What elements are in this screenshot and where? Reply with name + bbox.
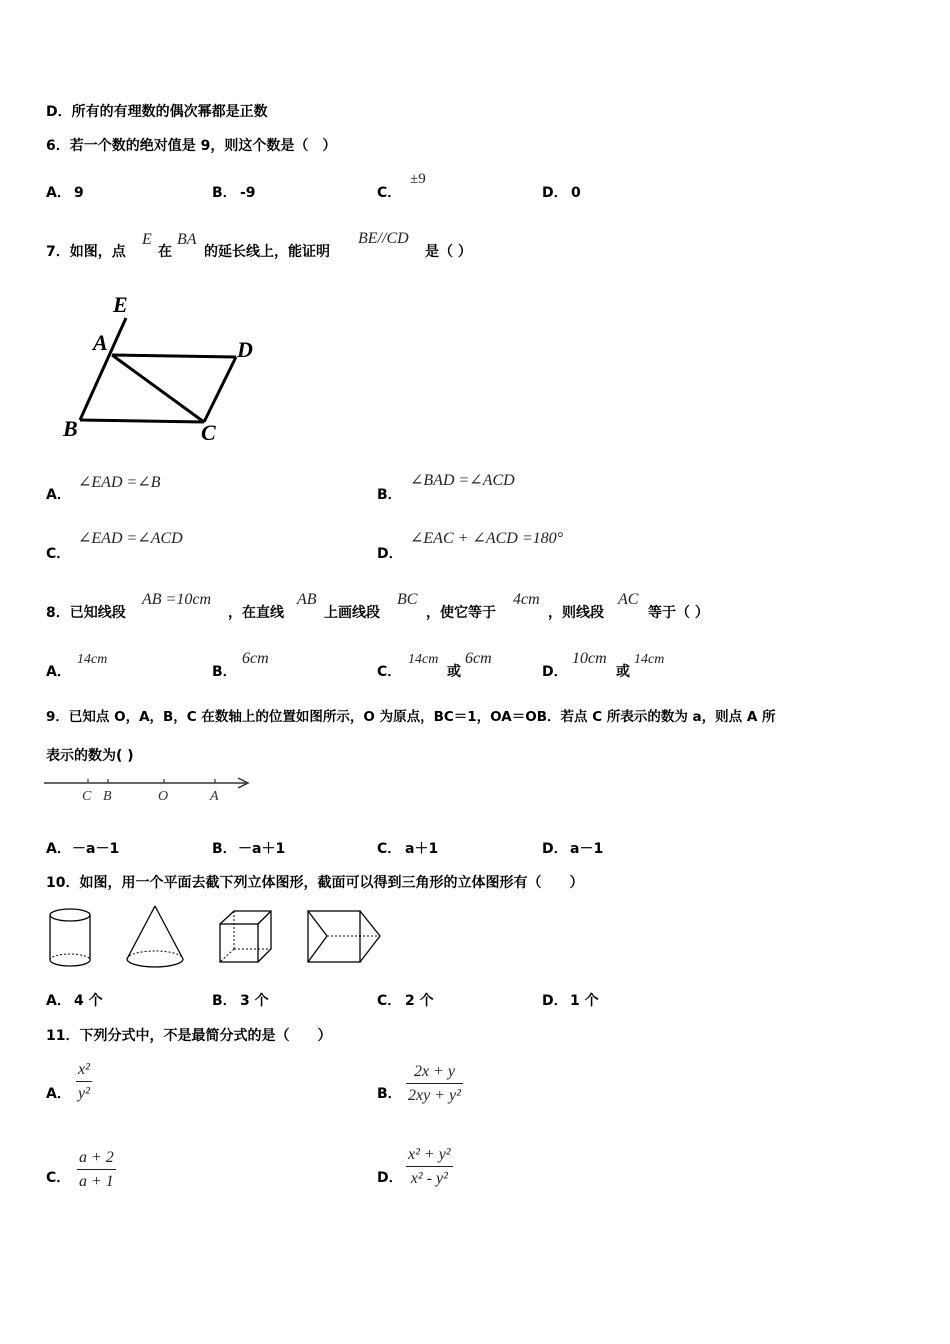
label-c: C [82, 789, 92, 804]
q10-option-a-label: A． [46, 993, 71, 1009]
q8-stem-part3: 上画线段 [324, 605, 380, 621]
cylinder-bottom-back [50, 954, 90, 960]
q10-option-b-label: B． [212, 993, 237, 1009]
q7-stem-part3: 的延长线上，能证明 [204, 244, 330, 260]
q6-option-c-value: ±9 [410, 171, 426, 187]
cone-right-edge [155, 906, 183, 959]
q7-stem-part4: 是（ ） [425, 244, 472, 260]
line-a-c [112, 355, 204, 422]
cube-hidden-diagonal [220, 949, 234, 962]
q11-option-c-numerator: a + 2 [77, 1150, 116, 1170]
q10-option-d-label: D． [542, 993, 568, 1009]
q8-option-d-label: D． [542, 664, 568, 680]
q11-option-d-denominator: x² - y² [410, 1170, 448, 1187]
q7-option-b-expr: ∠BAD =∠ACD [410, 472, 515, 489]
q7-stem-part2: 在 [158, 244, 172, 260]
cone-base-front [127, 959, 183, 967]
cylinder-top [50, 909, 90, 921]
label-e: E [113, 292, 128, 317]
q7-option-a-label: A． [46, 487, 71, 503]
q8-ac: AC [618, 591, 639, 608]
q11-option-a-numerator: x² [76, 1062, 92, 1082]
q6-option-b-value: -9 [240, 185, 256, 201]
q6-option-a-value: 9 [74, 185, 84, 201]
q10-option-c-value: 2 个 [405, 993, 434, 1009]
q8-option-d-or: 或 [616, 664, 630, 680]
q9-option-b-value: －a＋1 [238, 841, 286, 857]
q6-stem: 6．若一个数的绝对值是 9，则这个数是（ ） [46, 138, 337, 154]
q11-option-d-fraction [406, 1147, 453, 1187]
q11-option-b-fraction [406, 1064, 463, 1104]
q10-option-a-value: 4 个 [74, 993, 103, 1009]
q11-option-d-numerator: x² + y² [406, 1147, 453, 1167]
q8-four-cm: 4cm [513, 591, 540, 608]
q11-option-b-numerator: 2x + y [406, 1064, 463, 1084]
prism-hidden-edge-top [308, 911, 327, 936]
label-a: A [210, 789, 219, 804]
q8-option-c-value2: 6cm [465, 650, 492, 667]
q8-option-a-label: A． [46, 664, 71, 680]
q8-option-d-value1: 10cm [572, 650, 607, 667]
q6-option-d-label: D． [542, 185, 568, 201]
cone-left-edge [127, 906, 155, 959]
label-d: D [237, 337, 253, 362]
q7-option-c-expr: ∠EAD =∠ACD [78, 530, 183, 547]
q9-option-c-value: a＋1 [405, 841, 439, 857]
q9-option-a-label: A． [46, 841, 71, 857]
q8-option-c-or: 或 [447, 664, 461, 680]
q9-stem-line2: 表示的数为( ) [46, 748, 134, 764]
label-o: O [158, 789, 169, 804]
cylinder-figure [45, 905, 97, 971]
q7-point-e: E [142, 231, 152, 248]
q7-parallelogram-figure [55, 290, 275, 450]
q10-option-b-value: 3 个 [240, 993, 269, 1009]
q11-option-c-fraction [77, 1150, 116, 1190]
q11-option-b-denominator: 2xy + y² [408, 1087, 461, 1104]
q9-option-c-label: C． [377, 841, 402, 857]
q7-parallel: BE//CD [358, 230, 409, 247]
q7-stem-part1: 7．如图，点 [46, 244, 126, 260]
q8-option-a-value: 14cm [77, 652, 108, 667]
q9-option-d-label: D． [542, 841, 568, 857]
q6-option-c-label: C． [377, 185, 402, 201]
q7-option-a-expr: ∠EAD =∠B [78, 474, 161, 491]
label-a: A [93, 330, 108, 355]
q9-stem-line1: 9．已知点 O，A，B，C 在数轴上的位置如图所示，O 为原点，BC＝1，OA＝OB．若点 C 所表示的数为 a，则点 A 所 [46, 709, 776, 725]
q11-option-a-fraction [76, 1062, 92, 1102]
q8-option-b-label: B． [212, 664, 237, 680]
line-a-d [112, 355, 236, 357]
q9-option-d-value: a－1 [570, 841, 604, 857]
q6-option-b-label: B． [212, 185, 237, 201]
q10-option-c-label: C． [377, 993, 402, 1009]
q7-option-c-label: C． [46, 546, 71, 562]
q8-option-c-label: C． [377, 664, 402, 680]
label-c: C [201, 420, 216, 445]
q10-option-d-value: 1 个 [570, 993, 599, 1009]
prism-figure [305, 908, 385, 966]
q8-stem-part2: ，在直线 [228, 605, 284, 621]
line-d-c [204, 357, 236, 422]
q7-line-ba: BA [177, 231, 197, 248]
q9-option-b-label: B． [212, 841, 237, 857]
q11-option-d-label: D． [377, 1170, 403, 1186]
cylinder-bottom-front [50, 960, 90, 966]
q8-ab: AB [297, 591, 317, 608]
label-b: B [63, 416, 78, 441]
line-b-c [80, 420, 204, 422]
q8-stem-part6: 等于（ ） [648, 605, 709, 621]
q8-stem-part1: 8．已知线段 [46, 605, 126, 621]
cone-base-back [127, 951, 183, 959]
q10-stem: 10．如图，用一个平面去截下列立体图形，截面可以得到三角形的立体图形有（ ） [46, 875, 584, 891]
q7-option-b-label: B． [377, 487, 402, 503]
q7-option-d-label: D． [377, 546, 403, 562]
cube-front-face [220, 924, 258, 962]
q11-option-c-denominator: a + 1 [79, 1173, 114, 1190]
q9-option-a-value: －a－1 [72, 841, 120, 857]
q8-bc: BC [397, 591, 418, 608]
q11-option-a-label: A． [46, 1086, 71, 1102]
q8-stem-part5: ，则线段 [548, 605, 604, 621]
q8-option-b-value: 6cm [242, 650, 269, 667]
prism-hidden-edge-bottom [308, 936, 327, 962]
q8-ab-eq: AB =10cm [142, 591, 211, 608]
q11-stem: 11．下列分式中，不是最简分式的是（ ） [46, 1028, 332, 1044]
q11-option-c-label: C． [46, 1170, 71, 1186]
q8-option-d-value2: 14cm [634, 652, 665, 667]
cube-top-edge [258, 911, 271, 924]
q7-option-d-expr: ∠EAC + ∠ACD =180° [410, 530, 564, 547]
cube-figure [216, 908, 276, 966]
q5-option-d: D．所有的有理数的偶次幂都是正数 [46, 104, 268, 120]
q9-number-line [42, 772, 257, 806]
label-b: B [103, 789, 112, 804]
q11-option-a-denominator: y² [78, 1085, 90, 1102]
q8-option-c-value1: 14cm [408, 652, 439, 667]
cone-figure [124, 903, 186, 973]
q8-stem-part4: ，使它等于 [426, 605, 496, 621]
q6-option-a-label: A． [46, 185, 71, 201]
q11-option-b-label: B． [377, 1086, 402, 1102]
q6-option-d-value: 0 [571, 185, 581, 201]
